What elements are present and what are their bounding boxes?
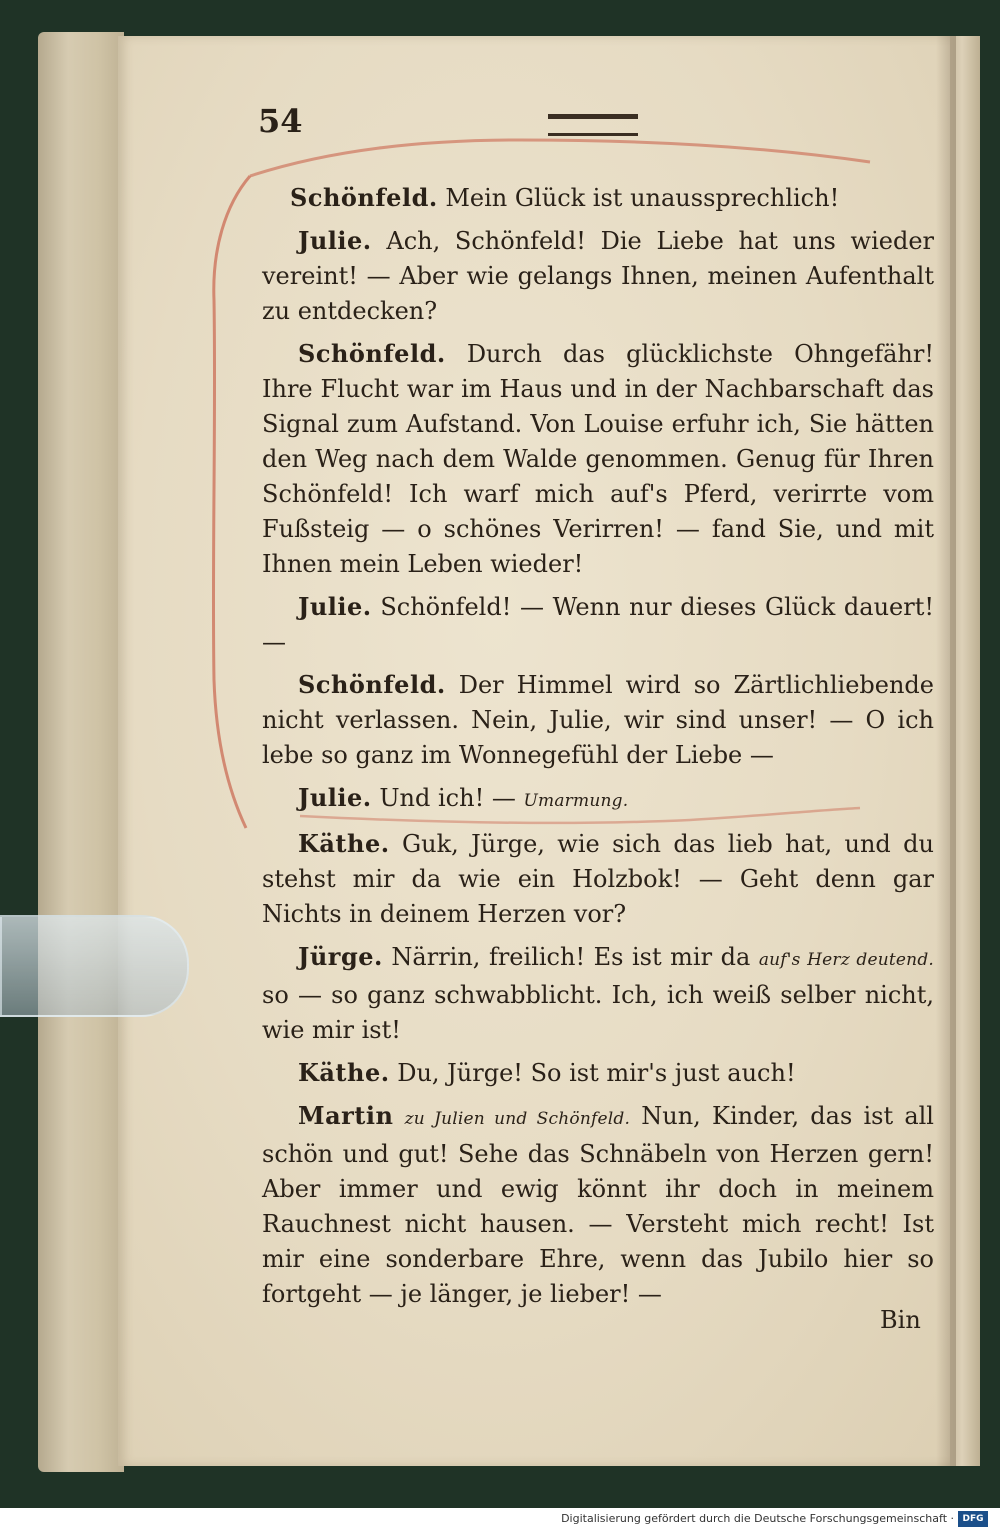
speaker-name: Julie. [298, 783, 372, 812]
paragraph-text: Mein Glück ist unaussprechlich! [445, 184, 840, 212]
paragraph [262, 1055, 934, 1091]
paragraph [262, 1098, 934, 1312]
paragraph [262, 939, 934, 1048]
gutter-shadow [936, 36, 956, 1466]
speaker-name: Schönfeld. [298, 670, 446, 699]
speaker-name: Martin [298, 1101, 394, 1130]
speaker-name: Schönfeld. [290, 183, 438, 212]
paragraph [262, 180, 934, 216]
paragraph-text: Du, Jürge! So ist mir's just auch! [397, 1059, 796, 1087]
paragraph [262, 589, 934, 660]
paragraph [262, 826, 934, 932]
paragraph-text: Der Himmel wird so Zärtlichliebende nicht verlassen. Nein, Julie, wir sind unser! — O ich lebe so ganz im Wonnegefühl der Liebe — [262, 671, 934, 769]
speaker-name: Julie. [298, 226, 372, 255]
funding-notice: Digitalisierung gefördert durch die Deutsche Forschungsgemeinschaft · [561, 1512, 954, 1525]
paragraph-text: Närrin, freilich! Es ist mir da [391, 943, 751, 971]
page-number: 54 [258, 102, 303, 140]
paragraph [262, 667, 934, 773]
page-holder-clip [0, 915, 189, 1017]
dfg-logo[interactable]: DFG [958, 1511, 988, 1527]
speaker-name: Käthe. [298, 829, 390, 858]
body-text [262, 180, 934, 1319]
paragraph [262, 336, 934, 582]
paragraph-text: Guk, Jürge, wie sich das lieb hat, und du stehst mir da wie ein Holzbok! — Geht denn gar Nichts in deinem Herzen vor? [262, 830, 934, 928]
paragraph-text-continued: so — so ganz schwabblicht. Ich, ich weiß selber nicht, wie mir ist! [262, 981, 934, 1044]
speaker-name: Schönfeld. [298, 339, 446, 368]
speaker-name: Jürge. [298, 942, 383, 971]
book-page-edges [38, 32, 124, 1472]
speaker-name: Julie. [298, 592, 372, 621]
stage-direction: auf's Herz deutend. [758, 950, 935, 970]
paragraph-text: Schönfeld! — Wenn nur dieses Glück dauert! — [262, 593, 934, 656]
paragraph [262, 780, 934, 819]
paragraph-text: Nun, Kinder, das ist all schön und gut! Sehe das Schnäbeln von Herzen gern! Aber immer und ewig könnt ihr doch in meinem Rauchnest nicht hausen. — Versteht mich recht! Ist mir eine sonderbare Ehre, wenn das Jubilo hier so fortgeht — je länger, je lieber! — [262, 1102, 934, 1308]
header-rule [548, 114, 638, 136]
stage-direction: Umarmung. [523, 791, 629, 811]
paragraph-text: Und ich! — [379, 784, 516, 812]
paragraph-text: Durch das glücklichste Ohngefähr! Ihre Flucht war im Haus und in der Nachbarschaft das Signal zum Aufstand. Von Louise erfuhr ich, Sie hätten den Weg nach dem Walde genommen. Genug für Ihren Schönfeld! Ich warf mich auf's Pferd, verirrte vom Fußsteig — o schönes Verirren! — fand Sie, und mit Ihnen mein Leben wieder! [262, 340, 934, 578]
footer-bar [0, 1508, 1000, 1532]
paragraph-text: Ach, Schönfeld! Die Liebe hat uns wieder vereint! — Aber wie gelangs Ihnen, meinen Aufenthalt zu entdecken? [262, 227, 934, 325]
paragraph [262, 223, 934, 329]
speaker-name: Käthe. [298, 1058, 390, 1087]
stage-direction: zu Julien und Schönfeld. [404, 1109, 631, 1129]
catchword: Bin [880, 1306, 921, 1334]
